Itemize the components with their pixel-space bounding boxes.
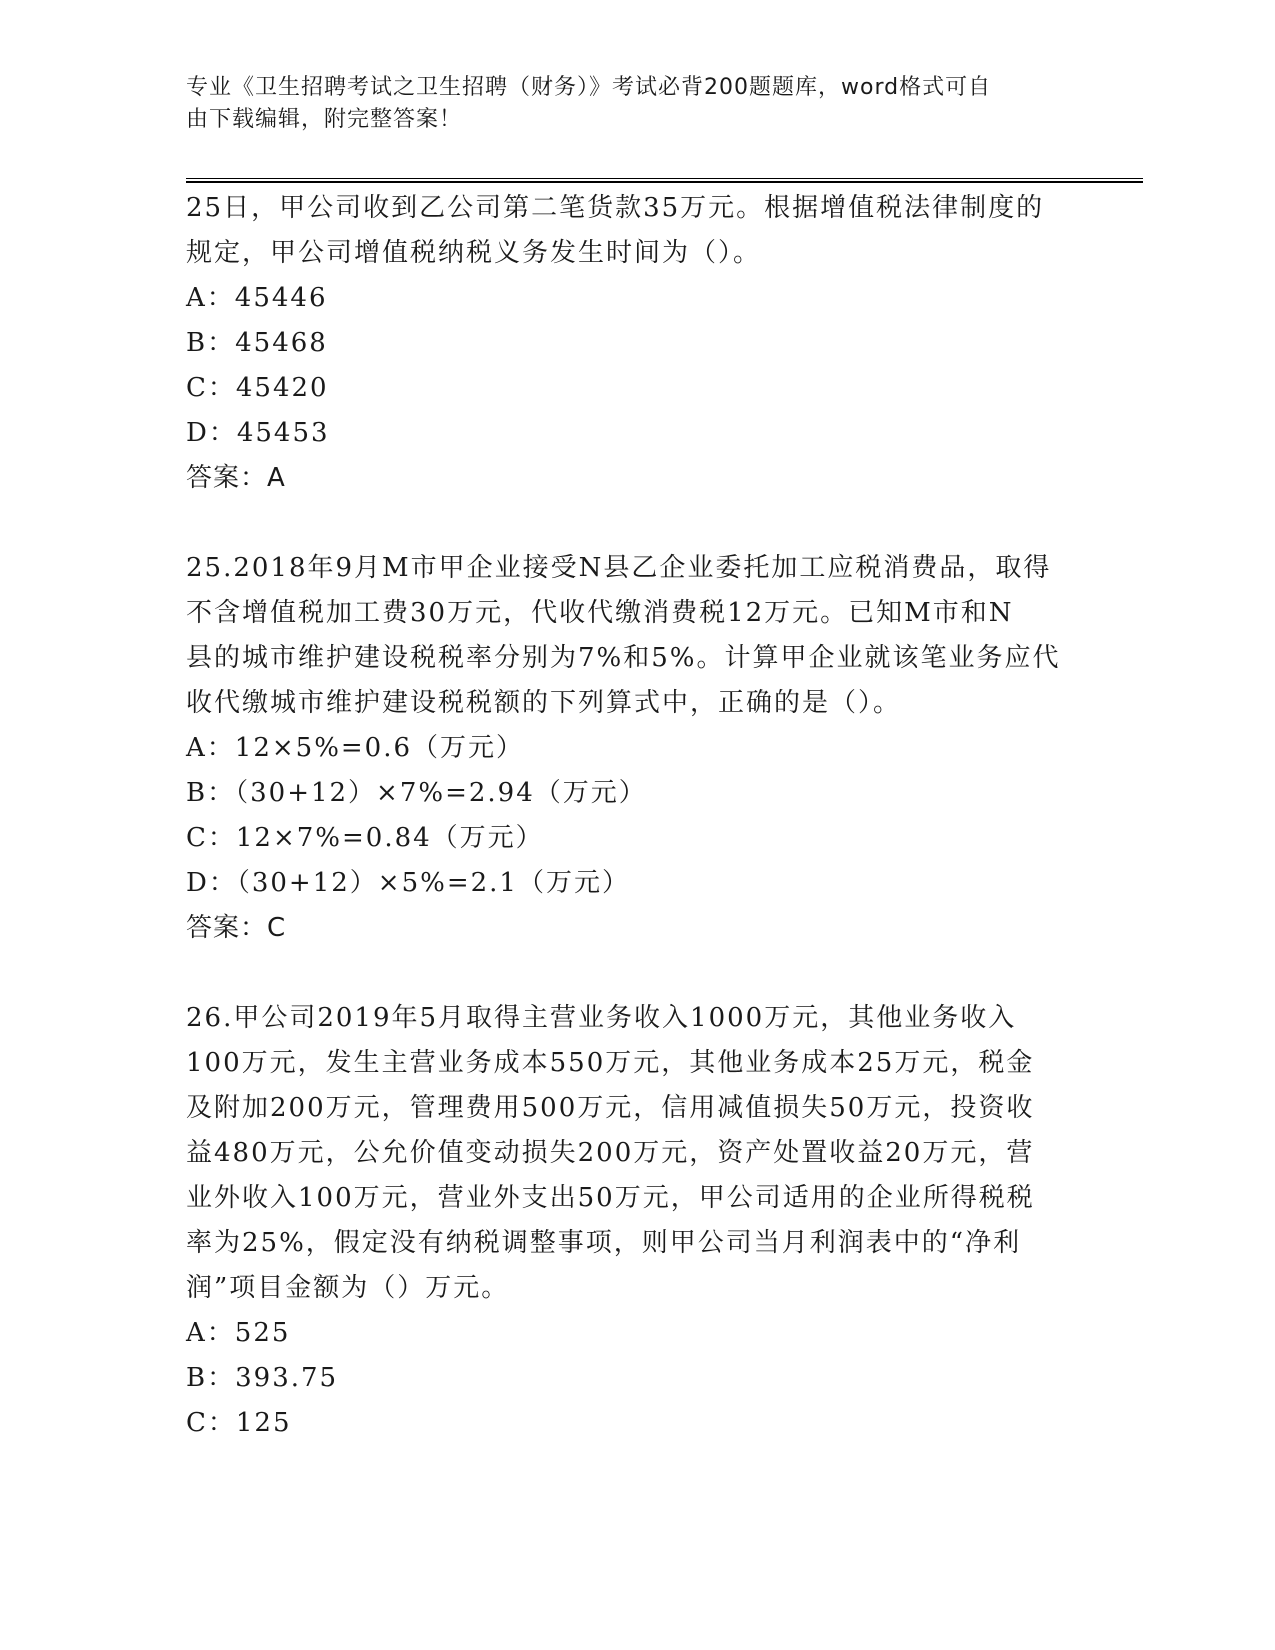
document-body bbox=[186, 186, 1086, 1446]
question-text-line: 100万元，发生主营业务成本550万元，其他业务成本25万元，税金 bbox=[186, 1048, 1035, 1078]
question-text-line: 业外收入100万元，营业外支出50万元，甲公司适用的企业所得税税 bbox=[186, 1183, 1035, 1213]
option-c: C：125 bbox=[186, 1408, 292, 1438]
option-b: B：（30+12）×7%=2.94（万元） bbox=[186, 778, 647, 808]
question-text-line: 率为25%，假定没有纳税调整事项，则甲公司当月利润表中的“净利 bbox=[186, 1228, 1022, 1258]
document-header bbox=[186, 72, 1066, 136]
question-text-line: 25.2018年9月M市甲企业接受N县乙企业委托加工应税消费品，取得 bbox=[186, 553, 1052, 583]
header-divider bbox=[186, 178, 1143, 183]
question-text-line: 县的城市维护建设税税率分别为7%和5%。计算甲企业就该笔业务应代 bbox=[186, 643, 1061, 673]
question-text-line: 收代缴城市维护建设税税额的下列算式中，正确的是（）。 bbox=[186, 688, 902, 718]
question-text-line: 不含增值税加工费30万元，代收代缴消费税12万元。已知M市和N bbox=[186, 598, 1014, 628]
option-a: A：525 bbox=[186, 1318, 291, 1348]
header-title-line-1: 专业《卫生招聘考试之卫生招聘（财务）》考试必背200题题库，word格式可自 bbox=[186, 75, 992, 100]
option-c: C：45420 bbox=[186, 373, 329, 403]
question-text-line: 润”项目金额为（）万元。 bbox=[186, 1273, 510, 1303]
option-b: B：45468 bbox=[186, 328, 328, 358]
option-d: D：（30+12）×5%=2.1（万元） bbox=[186, 868, 630, 898]
answer-line: 答案：C bbox=[186, 913, 287, 943]
question-block bbox=[186, 996, 1086, 1446]
answer-line: 答案：A bbox=[186, 463, 286, 493]
spacer bbox=[186, 951, 1086, 996]
question-text-line: 益480万元，公允价值变动损失200万元，资产处置收益20万元，营 bbox=[186, 1138, 1035, 1168]
spacer bbox=[186, 501, 1086, 546]
option-b: B：393.75 bbox=[186, 1363, 339, 1393]
question-text-line: 及附加200万元，管理费用500万元，信用减值损失50万元，投资收 bbox=[186, 1093, 1035, 1123]
option-a: A：45446 bbox=[186, 283, 328, 313]
question-block bbox=[186, 546, 1086, 951]
question-block bbox=[186, 186, 1086, 501]
option-a: A：12×5%=0.6（万元） bbox=[186, 733, 525, 763]
header-title-line-2: 由下载编辑，附完整答案！ bbox=[186, 107, 463, 132]
option-d: D：45453 bbox=[186, 418, 330, 448]
option-c: C：12×7%=0.84（万元） bbox=[186, 823, 544, 853]
question-text-line: 26.甲公司2019年5月取得主营业务收入1000万元，其他业务收入 bbox=[186, 1003, 1017, 1033]
question-text-line: 25日，甲公司收到乙公司第二笔货款35万元。根据增值税法律制度的 bbox=[186, 193, 1045, 223]
question-text-line: 规定，甲公司增值税纳税义务发生时间为（）。 bbox=[186, 238, 762, 268]
